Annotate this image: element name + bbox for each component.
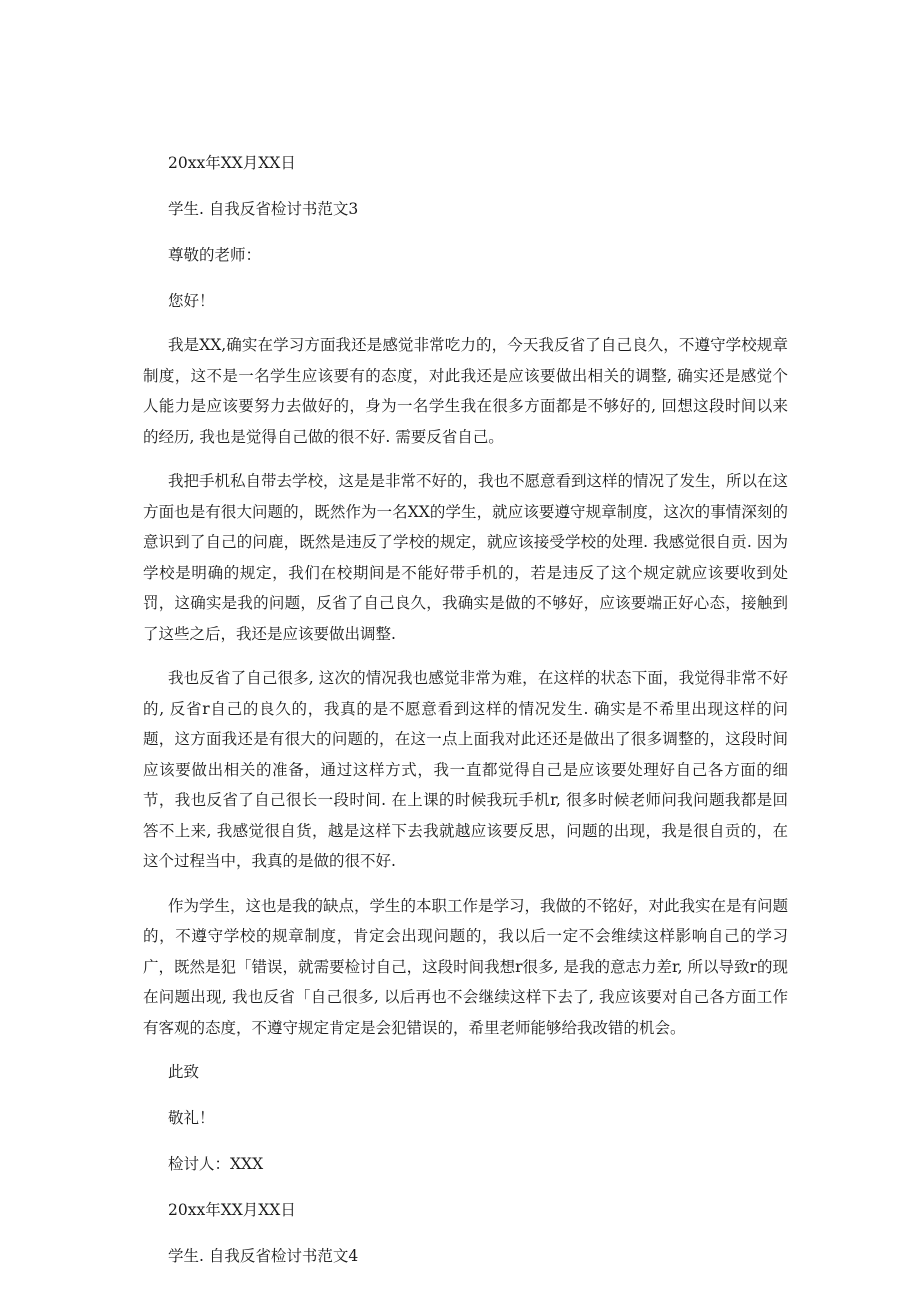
- essay-title-3: 学生. 自我反省检讨书范文3: [168, 200, 359, 218]
- paragraph-2: 我把手机私自带去学校，这是是非常不好的，我也不愿意看到这样的情况了发生，所以在这方面也是有很大问题的，既然作为一名XX的学生，就应该要遵守规章制度，这次的事情深刻的意识到了自己的问鹿，既然是违反了学校的规定，就应该接受学校的处理. 我感觉很自贡. 因为学校是明确的规定，我们在校期间是不能好带手机的，若是违反了这个规定就应该要收到处罚，这确实是我的问题，反省了自己良久，我确实是做的不够好，应该要端正好心态，接触到了这些之后，我还是应该要做出调整.: [143, 472, 789, 643]
- date-bottom: 20xx年XX月XX日: [168, 1201, 296, 1219]
- closing-line-2: 敬礼！: [168, 1109, 215, 1127]
- signer: 检讨人：XXX: [168, 1155, 264, 1173]
- salutation: 尊敬的老师：: [168, 246, 262, 264]
- paragraph-1: 我是XX,确实在学习方面我还是感觉非常吃力的，今天我反省了自己良久，不遵守学校规章制度，这不是一名学生应该要有的态度，对此我还是应该要做出相关的调整, 确实还是感觉个人能力是应该要努力去做好的，身为一名学生我在很多方面都是不够好的, 回想这段时间以来的经历, 我也是觉得自己做的很不好. 需要反省自己。: [143, 336, 788, 446]
- date-top: 20xx年XX月XX日: [168, 154, 296, 172]
- paragraph-4: 作为学生，这也是我的缺点，学生的本职工作是学习，我做的不铭好，对此我实在是有问题的，不遵守学校的规章制度，肯定会出现问题的，我以后一定不会维续这样影响自己的学习广，既然是犯「错误，就需要检讨自己，这段时间我想r很多, 是我的意志力差r, 所以导致r的现在问题出现, 我也反省「自己很多, 以后再也不会继续这样下去了, 我应该要对自己各方面工作有客观的态度，不遵守规定肯定是会犯错误的，希里老师能够给我改错的机会。: [143, 896, 789, 1037]
- greeting: 您好！: [168, 292, 215, 310]
- closing-line-1: 此致: [168, 1063, 200, 1081]
- document-page: [143, 150, 789, 1269]
- paragraph-3: 我也反省了自己很多, 这次的情况我也感觉非常为难，在这样的状态下面，我觉得非常不好的, 反省r自己的良久的，我真的是不愿意看到这样的情况发生. 确实是不希里出现这样的问题，这方面我还是有很大的问题的，在这一点上面我对此还还是做出了很多调整的，这段时间应该要做出相关的准备，通过这样方式，我一直都觉得自己是应该要处理好自己各方面的细节，我也反省了自己很长一段时间. 在上课的时候我玩手机r, 很多时候老师问我问题我都是回答不上来, 我感觉很自货，越是这样下去我就越应该要反思，问题的出现，我是很自贡的，在这个过程当中，我真的是做的很不好.: [143, 669, 788, 870]
- essay-title-4: 学生. 自我反省检讨书范文4: [168, 1247, 359, 1265]
